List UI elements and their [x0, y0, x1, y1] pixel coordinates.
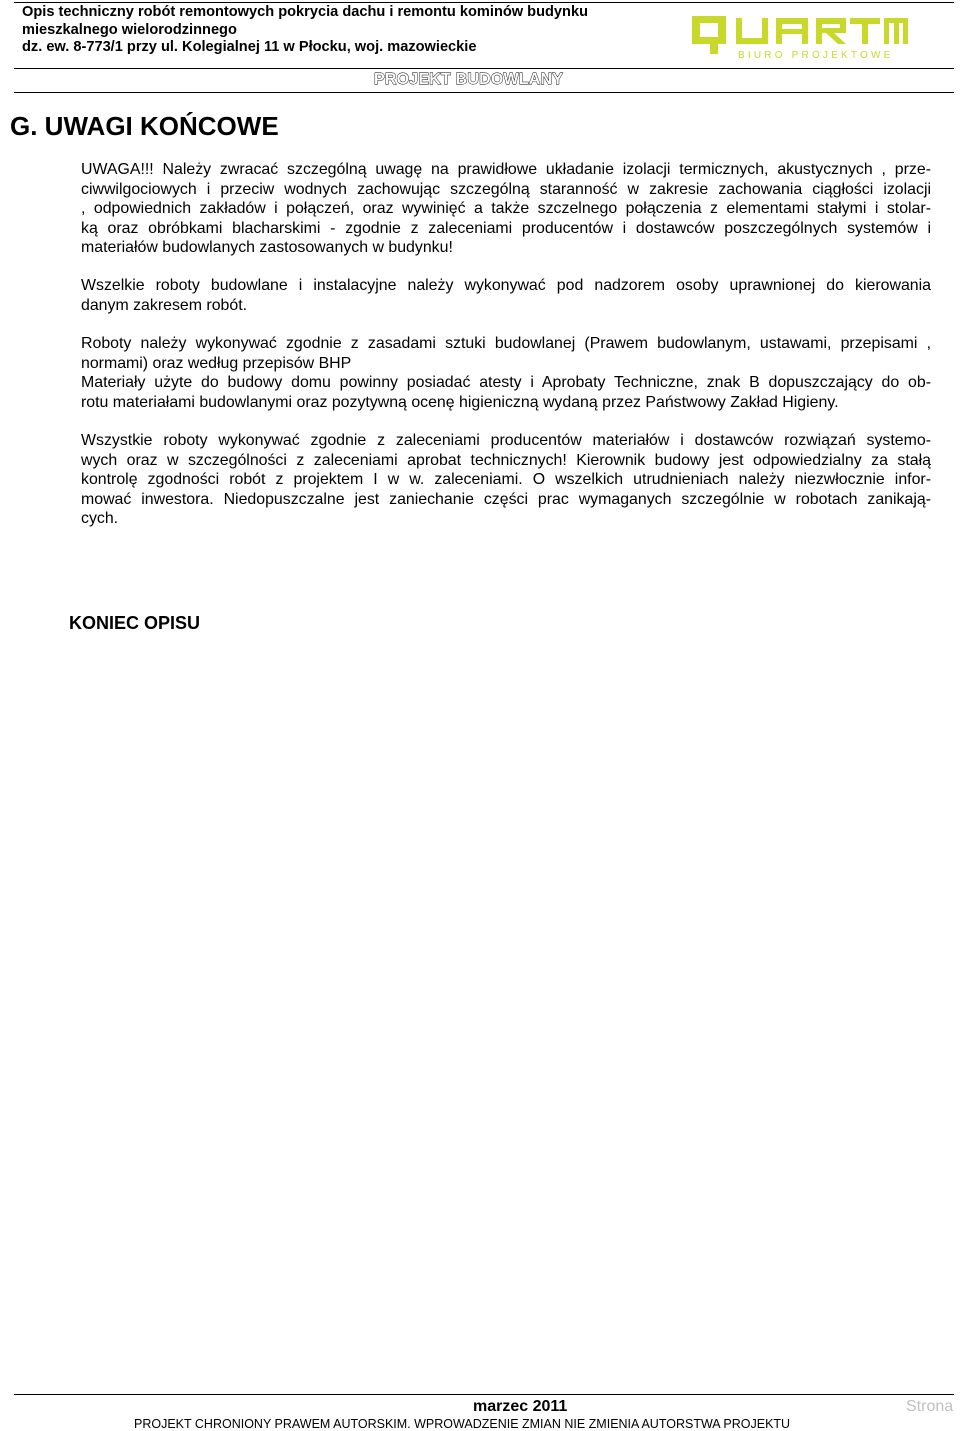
- logo-subtitle: BIURO PROJEKTOWE: [738, 50, 894, 61]
- section-heading: G. UWAGI KOŃCOWE: [10, 111, 279, 141]
- paragraph-line: danym zakresem robót.: [81, 296, 248, 314]
- paragraph-line: ciwwilgociowych i przeciw wodnych zachowując szczególną staranność w zakresie zachowania ciągłości izolacji: [81, 180, 931, 198]
- paragraph-line: ką oraz obróbkami blacharskimi - zgodnie z zaleceniami producentów i dostawców poszczególnych systemów i: [81, 219, 931, 237]
- paragraph-line: Wszelkie roboty budowlane i instalacyjne należy wykonywać pod nadzorem osoby uprawnionej do kierowania: [81, 277, 931, 294]
- end-of-description-heading: KONIEC OPISU: [69, 613, 201, 633]
- document-title: [22, 4, 588, 57]
- paragraph-regulations: [81, 334, 931, 412]
- paragraph-warning: [81, 160, 931, 258]
- footer-copyright-notice: PROJEKT CHRONIONY PRAWEM AUTORSKIM. WPROWADZENIE ZMIAN NIE ZMIENIA AUTORSTWA PROJEKTU: [134, 1417, 791, 1431]
- paragraph-line: Wszystkie roboty wykonywać zgodnie z zaleceniami producentów materiałów i dostawców rozwiązań systemo-: [81, 432, 931, 449]
- footer-date: marzec 2011: [473, 1398, 568, 1415]
- paragraph-line: cych.: [81, 510, 119, 527]
- page-header: [0, 0, 960, 72]
- paragraph-line: mować inwestora. Niedopuszczalne jest zaniechanie części prac wymaganych szczególnie w robotach zanikają-: [81, 490, 931, 508]
- header-top-rule: [14, 2, 954, 3]
- paragraph-line: , odpowiednich zakładów i połączeń, oraz wywinięć a także szczelnego połączenia z elementami stałymi i stolar-: [81, 200, 931, 217]
- project-type-label: PROJEKT BUDOWLANY: [374, 71, 564, 88]
- paragraph-line: kontrolę zgodności robót z projektem I w w. zaleceniami. O wszelkich utrudnieniach należy niezwłocznie infor-: [81, 471, 931, 488]
- paragraph-line: materiałów budowlanych zastosowanych w budynku!: [81, 239, 453, 256]
- paragraph-manufacturers: [81, 431, 931, 529]
- paragraph-line: Materiały użyte do budowy domu powinny posiadać atesty i Aprobaty Techniczne, znak B dopuszczający do ob-: [81, 374, 931, 391]
- document-title-line: dz. ew. 8-773/1 przy ul. Kolegialnej 11 w Płocku, woj. mazowieckie: [22, 39, 477, 55]
- paragraph-line: normami) oraz według przepisów BHP: [81, 354, 352, 372]
- quartum-logo: [690, 14, 910, 62]
- footer-rule: [14, 1394, 954, 1395]
- document-title-line: mieszkalnego wielorodzinnego: [22, 21, 237, 38]
- paragraph-line: rotu materiałami budowlanymi oraz pozytywną ocenę higieniczną wydaną przez Państwowy Zakład Higieny.: [81, 393, 839, 411]
- project-label-rule: [14, 92, 954, 93]
- paragraph-line: UWAGA!!! Należy zwracać szczególną uwagę na prawidłowe układanie izolacji termicznych, akustycznych , prze-: [81, 161, 931, 178]
- document-title-line: Opis techniczny robót remontowych pokrycia dachu i remontu kominów budynku: [22, 4, 588, 20]
- paragraph-supervision: [81, 276, 931, 315]
- header-bottom-rule: [14, 68, 954, 69]
- paragraph-line: Roboty należy wykonywać zgodnie z zasadami sztuki budowlanej (Prawem budowlanym, ustawami, przepisami ,: [81, 335, 931, 352]
- paragraph-line: wych oraz w szczególności z zaleceniami aprobat technicznych! Kierownik budowy jest odpowiedzialny za stałą: [81, 451, 931, 469]
- footer-page-label: Strona: [906, 1398, 954, 1415]
